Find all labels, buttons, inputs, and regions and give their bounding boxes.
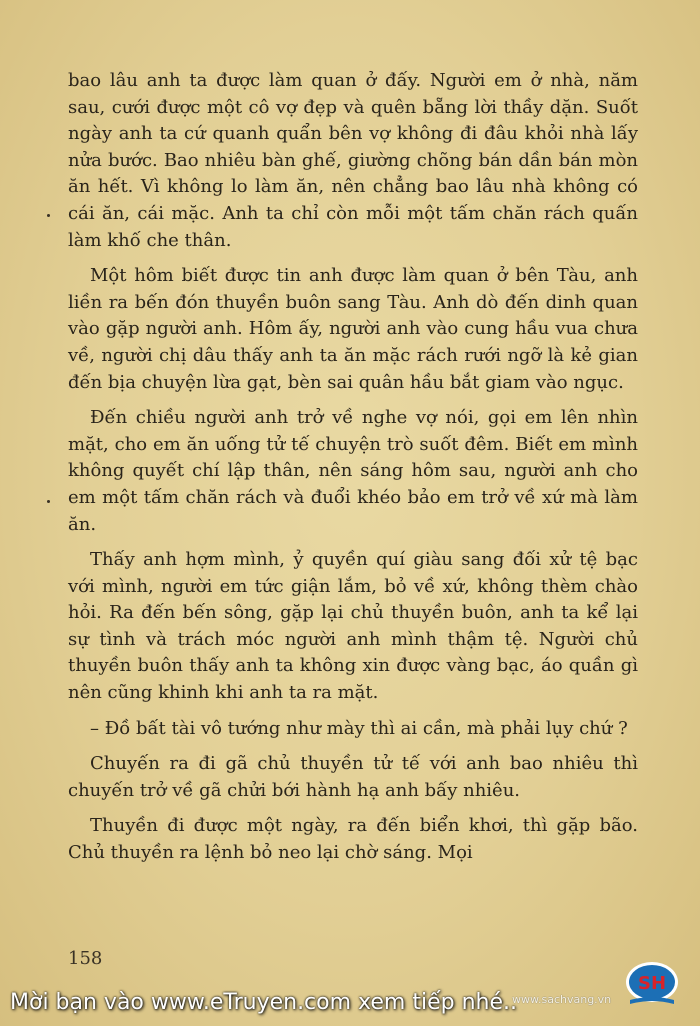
paragraph-3: Đến chiều người anh trở về nghe vợ nói, gọi em lên nhìn mặt, cho em ăn uống tử tế chuyện trò suốt đêm. Biết em mình không quyết chí lập thân, nên sáng hôm sau, người anh cho em một tấm chăn rách và đuổi khéo bảo em trở về xứ mà làm ăn. (68, 407, 638, 535)
margin-mark (47, 500, 50, 503)
paragraph-6: Thuyền đi được một ngày, ra đến biển khơi, thì gặp bão. Chủ thuyền ra lệnh bỏ neo lại chờ sáng. Mọi (68, 815, 638, 864)
paragraph-2: Một hôm biết được tin anh được làm quan ở bên Tàu, anh liền ra bến đón thuyền buôn sang Tàu. Anh dò đến dinh quan vào gặp người anh. Hôm ấy, người anh vào cung hầu vua chưa về, người chị dâu thấy anh ta ăn mặc rách rưới ngỡ là kẻ gian đến bịa chuyện lừa gạt, bèn sai quân hầu bắt giam vào ngục. (68, 265, 638, 393)
watermark-link[interactable]: Mời bạn vào www.eTruyen.com xem tiếp nhé.. (10, 990, 517, 1015)
paragraph-5: Chuyến ra đi gã chủ thuyền tử tế với anh bao nhiêu thì chuyến trở về gã chửi bới hành hạ anh bấy nhiêu. (68, 753, 638, 801)
site-url: www.sachvang.vn (512, 993, 612, 1006)
dialogue-line: – Đồ bất tài vô tướng như mày thì ai cần, mà phải lụy chứ ? (90, 717, 628, 739)
logo-text: SH (637, 973, 667, 994)
paragraph-1: bao lâu anh ta được làm quan ở đấy. Người em ở nhà, năm sau, cưới được một cô vợ đẹp và quên bẵng lời thầy dặn. Suốt ngày anh ta cứ quanh quẩn bên vợ không đi đâu khỏi nhà lấy nửa bước. Bao nhiêu bàn ghế, giường chõng bán dần bán mòn ăn hết. Vì không lo làm ăn, nên chẳng bao lâu nhà không có cái ăn, cái mặc. Anh ta chỉ còn mỗi một tấm chăn rách quấn làm khố che thân. (68, 70, 638, 251)
page-number: 158 (68, 948, 103, 969)
paragraph-4: Thấy anh hợm mình, ỷ quyền quí giàu sang đối xử tệ bạc với mình, người em tức giận lắm, bỏ về xứ, không thèm chào hỏi. Ra đến bến sông, gặp lại chủ thuyền buôn, anh ta kể lại sự tình và trách móc người anh mình thậm tệ. Người chủ thuyền buôn thấy anh ta không xin được vàng bạc, áo quần gì nên cũng khinh khi anh ta ra mặt. (68, 549, 638, 704)
page-text (68, 68, 638, 876)
margin-mark (47, 214, 50, 217)
